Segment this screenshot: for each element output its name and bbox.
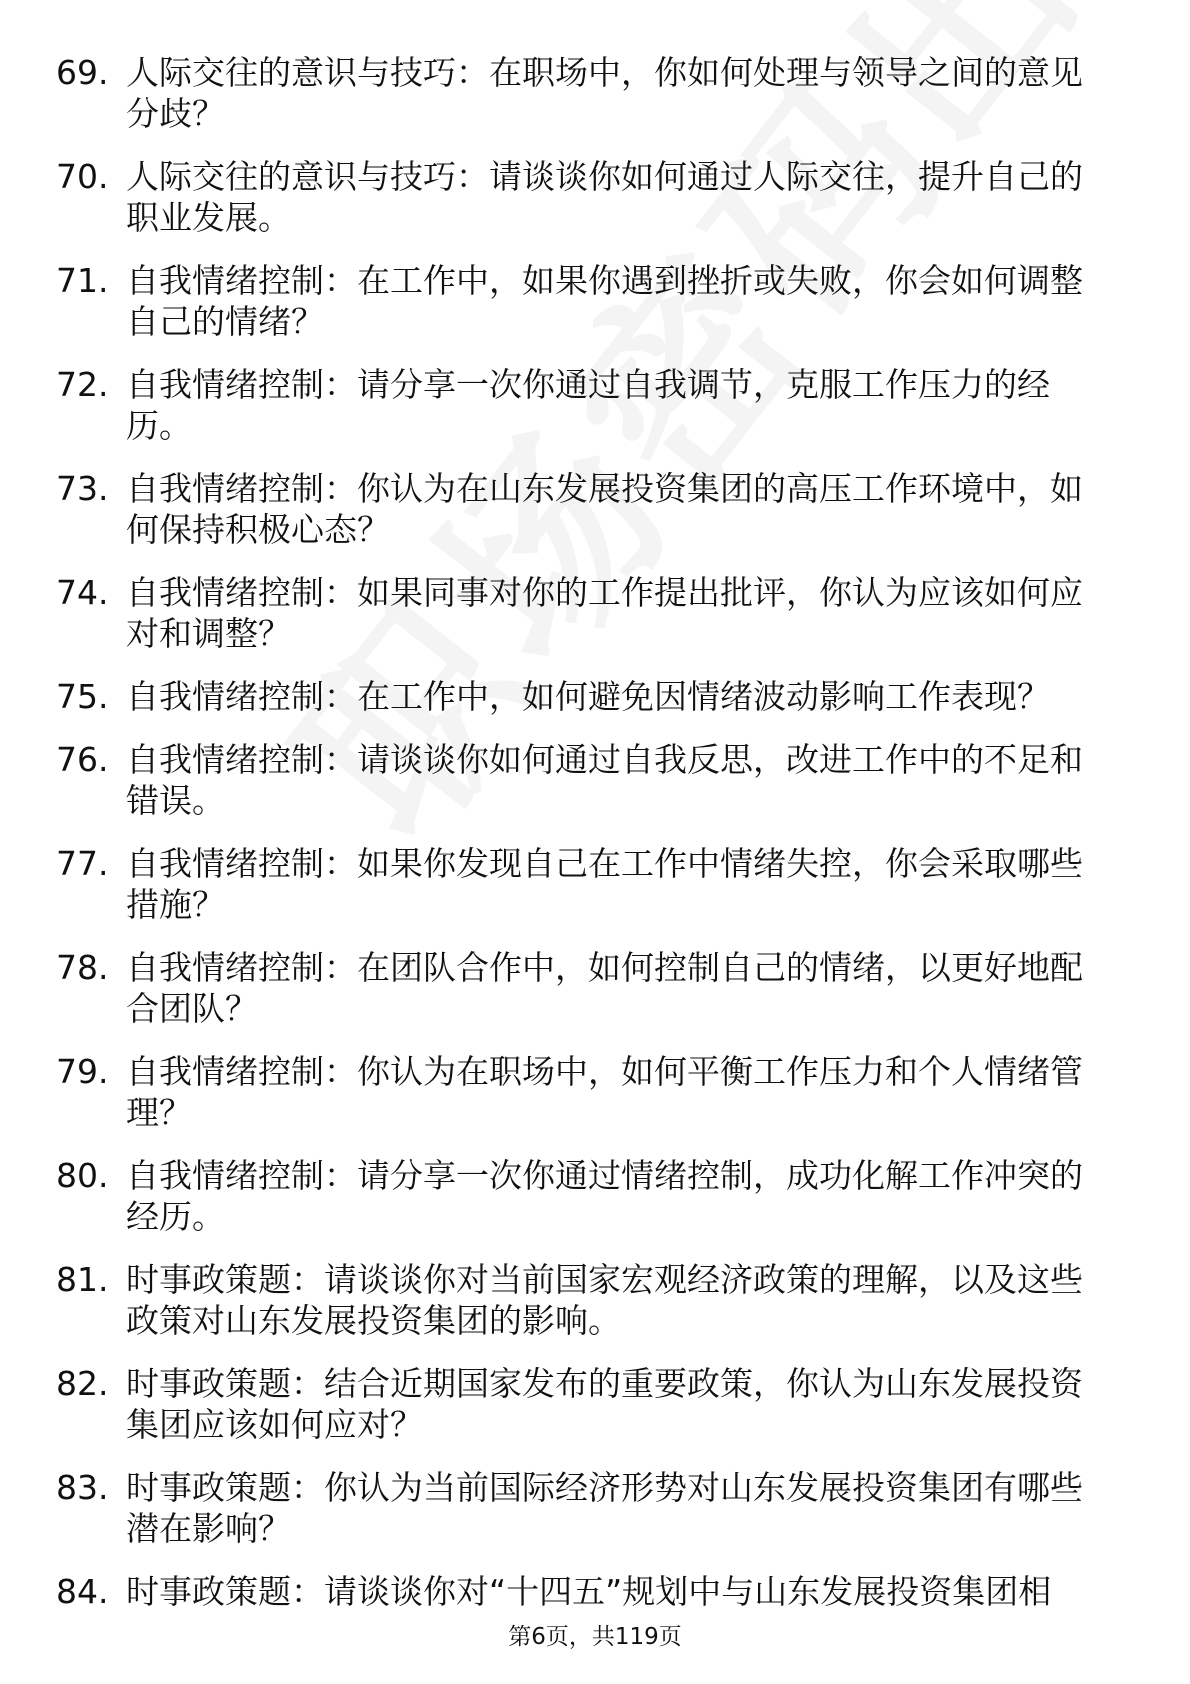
question-text: 自我情绪控制：如果你发现自己在工作中情绪失控，你会采取哪些措施？ — [126, 844, 1083, 924]
question-text: 时事政策题：请谈谈你对“十四五”规划中与山东发展投资集团相 — [126, 1572, 1052, 1611]
question-number: 71. — [56, 261, 109, 300]
question-text: 自我情绪控制：请分享一次你通过情绪控制，成功化解工作冲突的经历。 — [126, 1156, 1083, 1236]
list-item — [0, 1571, 1190, 1612]
question-text: 人际交往的意识与技巧：请谈谈你如何通过人际交往，提升自己的职业发展。 — [126, 157, 1083, 237]
list-item — [0, 676, 1190, 717]
list-item — [0, 1467, 1190, 1549]
question-text: 自我情绪控制：如果同事对你的工作提出批评，你认为应该如何应对和调整？ — [126, 573, 1083, 653]
question-number: 72. — [56, 365, 109, 404]
question-number: 81. — [56, 1260, 109, 1299]
question-number: 77. — [56, 844, 109, 883]
list-item — [0, 572, 1190, 654]
question-number: 70. — [56, 157, 109, 196]
question-number: 76. — [56, 740, 109, 779]
list-item — [0, 1259, 1190, 1341]
question-text: 人际交往的意识与技巧：在职场中，你如何处理与领导之间的意见分歧？ — [126, 53, 1083, 133]
question-number: 69. — [56, 53, 109, 92]
question-text: 自我情绪控制：在工作中，如果你遇到挫折或失败，你会如何调整自己的情绪？ — [126, 261, 1083, 341]
list-item — [0, 843, 1190, 925]
question-text: 自我情绪控制：你认为在职场中，如何平衡工作压力和个人情绪管理？ — [126, 1052, 1083, 1132]
question-text: 自我情绪控制：在团队合作中，如何控制自己的情绪，以更好地配合团队？ — [126, 948, 1083, 1028]
list-item — [0, 947, 1190, 1029]
list-item — [0, 260, 1190, 342]
list-item — [0, 468, 1190, 550]
list-item — [0, 739, 1190, 821]
question-text: 自我情绪控制：请谈谈你如何通过自我反思，改进工作中的不足和错误。 — [126, 740, 1083, 820]
question-text: 时事政策题：请谈谈你对当前国家宏观经济政策的理解，以及这些政策对山东发展投资集团的影响。 — [126, 1260, 1083, 1340]
list-item — [0, 1051, 1190, 1133]
list-item — [0, 1155, 1190, 1237]
question-text: 时事政策题：你认为当前国际经济形势对山东发展投资集团有哪些潜在影响？ — [126, 1468, 1083, 1548]
question-text: 自我情绪控制：在工作中，如何避免因情绪波动影响工作表现？ — [126, 677, 1050, 716]
question-number: 73. — [56, 469, 109, 508]
question-number: 80. — [56, 1156, 109, 1195]
question-number: 84. — [56, 1572, 109, 1611]
list-item — [0, 52, 1190, 134]
list-item — [0, 364, 1190, 446]
question-text: 自我情绪控制：你认为在山东发展投资集团的高压工作环境中，如何保持积极心态？ — [126, 469, 1083, 549]
question-number: 74. — [56, 573, 109, 612]
question-text: 时事政策题：结合近期国家发布的重要政策，你认为山东发展投资集团应该如何应对？ — [126, 1364, 1083, 1444]
list-item — [0, 156, 1190, 238]
question-number: 83. — [56, 1468, 109, 1507]
question-number: 79. — [56, 1052, 109, 1091]
question-number: 82. — [56, 1364, 109, 1403]
list-item — [0, 1363, 1190, 1445]
question-number: 75. — [56, 677, 109, 716]
page-footer: 第6页，共119页 — [508, 1624, 682, 1650]
question-list — [0, 52, 1190, 1634]
question-text: 自我情绪控制：请分享一次你通过自我调节，克服工作压力的经历。 — [126, 365, 1050, 445]
question-number: 78. — [56, 948, 109, 987]
